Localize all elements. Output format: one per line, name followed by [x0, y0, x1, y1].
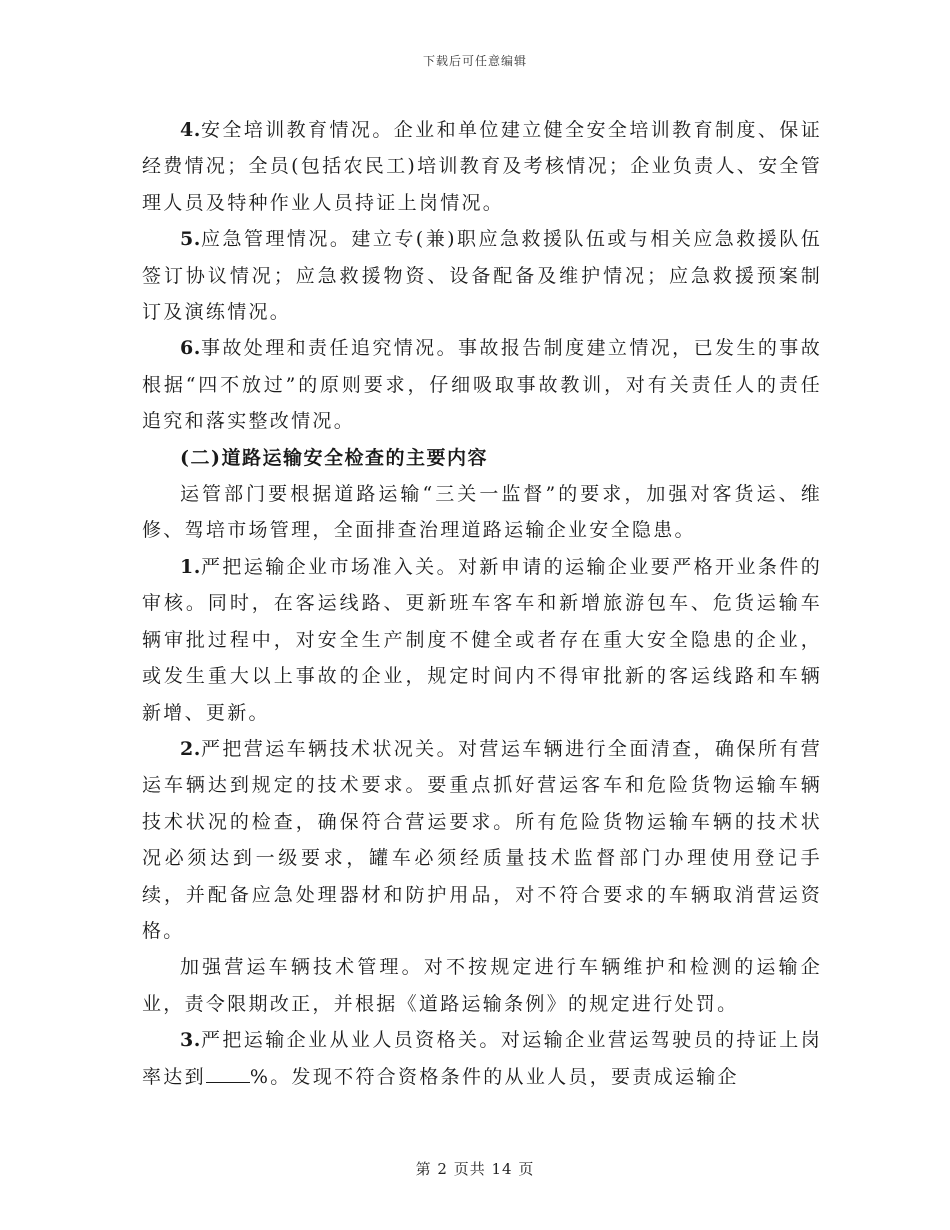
paragraph-number: 4.	[180, 119, 201, 141]
paragraph-text: 严把运输企业从业人员资格关。对运输企业营运驾驶员的持证上岗率达到	[142, 1029, 822, 1088]
paragraph-emergency	[142, 221, 822, 330]
paragraph-number: 2.	[180, 737, 201, 760]
paragraph-market-access	[142, 549, 822, 731]
page-header: 下载后可任意编辑	[422, 54, 527, 68]
paragraph-intro	[142, 476, 822, 549]
paragraph-text: 事故处理和责任追究情况。事故报告制度建立情况，已发生的事故根据“四不放过”的原则要求，仔细吸取事故教训，对有关责任人的责任追究和落实整改情况。	[142, 337, 822, 433]
paragraph-accident	[142, 330, 822, 439]
document-body	[142, 112, 822, 1095]
paragraph-number: 6.	[180, 337, 201, 360]
paragraph-training	[142, 112, 822, 221]
paragraph-personnel	[142, 1022, 822, 1095]
paragraph-text: 运管部门要根据道路运输“三关一监督”的要求，加强对客货运、维修、驾培市场管理，全面排查治理道路运输企业安全隐患。	[142, 483, 822, 542]
paragraph-text: 安全培训教育情况。企业和单位建立健全安全培训教育制度、保证经费情况；全员(包括农民工)培训教育及考核情况；企业负责人、安全管理人员及特种作业人员持证上岗情况。	[142, 119, 822, 214]
paragraph-number: 3.	[180, 1029, 201, 1052]
paragraph-number: 5.	[180, 228, 201, 251]
paragraph-text: 严把营运车辆技术状况关。对营运车辆进行全面清查，确保所有营运车辆达到规定的技术要求。要重点抓好营运客车和危险货物运输车辆技术状况的检查，确保符合营运要求。所有危险货物运输车辆的技术状况必须达到一级要求，罐车必须经质量技术监督部门办理使用登记手续，并配备应急处理器材和防护用品，对不符合要求的车辆取消营运资格。	[142, 737, 822, 942]
paragraph-number: 1.	[180, 555, 201, 578]
paragraph-text: 应急管理情况。建立专(兼)职应急救援队伍或与相关应急救援队伍签订协议情况；应急救援物资、设备配备及维护情况；应急救援预案制订及演练情况。	[142, 228, 822, 324]
paragraph-vehicle-condition	[142, 731, 822, 949]
fill-in-blank	[206, 1066, 250, 1083]
section-heading: (二)道路运输安全检查的主要内容	[180, 446, 488, 469]
paragraph-text: 严把运输企业市场准入关。对新申请的运输企业要严格开业条件的审核。同时，在客运线路、更新班车客车和新增旅游包车、危货运输车辆审批过程中，对安全生产制度不健全或者存在重大安全隐患的企业，或发生重大以上事故的企业，规定时间内不得审批新的客运线路和车辆新增、更新。	[142, 555, 822, 724]
paragraph-text: 加强营运车辆技术管理。对不按规定进行车辆维护和检测的运输企业，责令限期改正，并根据《道路运输条例》的规定进行处罚。	[142, 956, 822, 1015]
paragraph-vehicle-management	[142, 949, 822, 1022]
page-footer: 第 2 页共 14 页	[415, 1160, 535, 1178]
paragraph-text-continued: %。发现不符合资格条件的从业人员，要责成运输企	[249, 1065, 739, 1088]
